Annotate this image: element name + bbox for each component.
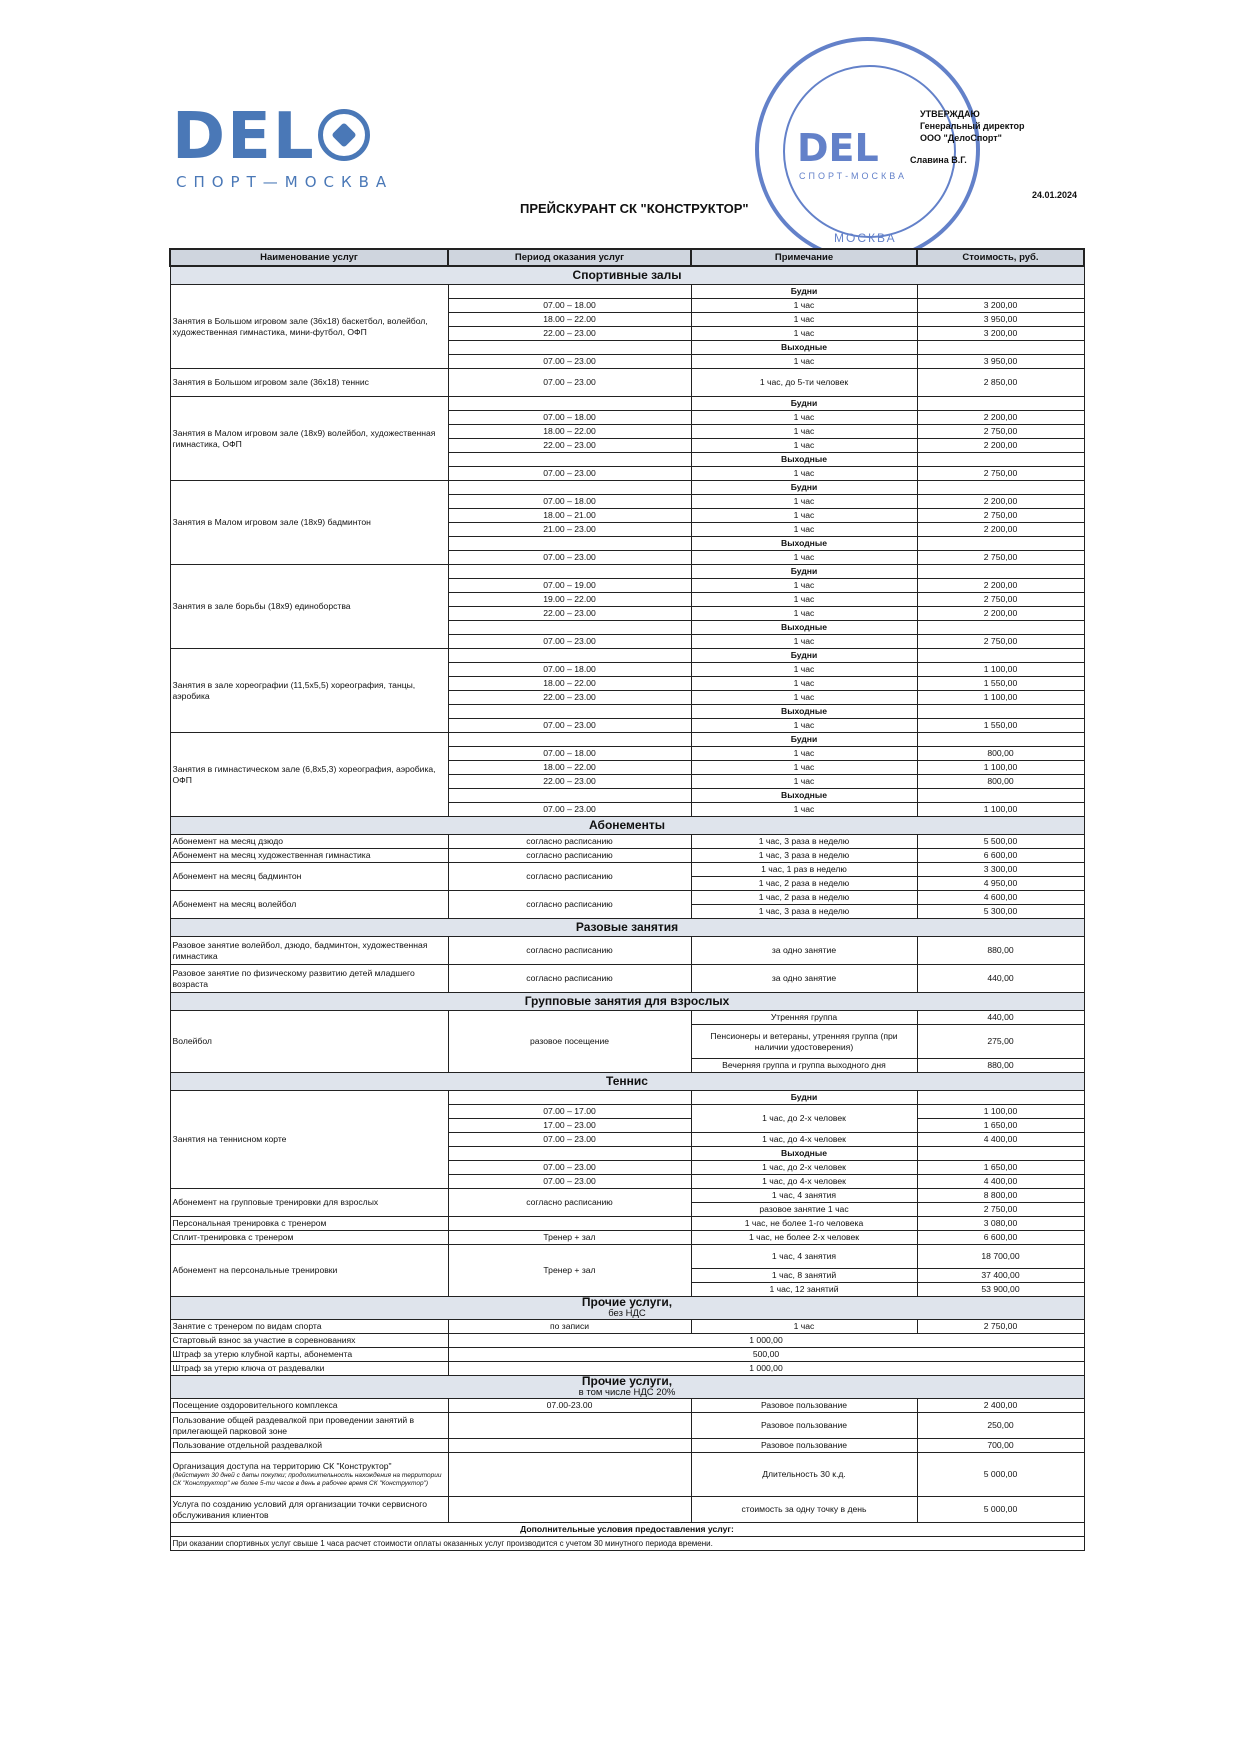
approval-line-4: Славина В.Г. xyxy=(910,155,967,165)
table-row: 07.00 – 23.00 1 час 1 100,00 xyxy=(170,803,1084,817)
table-row: Абонемент на месяц волейбол согласно расписанию 1 час, 2 раза в неделю 4 600,00 xyxy=(170,891,1084,905)
table-row: 19.00 – 22.00 1 час 2 750,00 xyxy=(170,593,1084,607)
table-row: 07.00 – 23.00 1 час 2 750,00 xyxy=(170,467,1084,481)
stamp-logo: DEL xyxy=(797,126,879,170)
table-row: Персональная тренировка с тренером 1 час, не более 1-го человека 3 080,00 xyxy=(170,1217,1084,1231)
table-row: Сплит-тренировка с тренером Тренер + зал 1 час, не более 2-х человек 6 600,00 xyxy=(170,1231,1084,1245)
table-row: Занятия в Малом игровом зале (18х9) волейбол, художественная гимнастика, ОФП Будни xyxy=(170,397,1084,411)
table-row: Волейбол разовое посещение Утренняя группа 440,00 xyxy=(170,1011,1084,1025)
table-row: 22.00 – 23.00 1 час 3 200,00 xyxy=(170,327,1084,341)
table-row: 22.00 – 23.00 1 час 1 100,00 xyxy=(170,691,1084,705)
table-row: 1 час, 8 занятий 37 400,00 xyxy=(170,1269,1084,1283)
approval-date: 24.01.2024 xyxy=(1032,190,1078,200)
approval-block xyxy=(910,108,1025,166)
table-row: 07.00 – 23.00 1 час 1 550,00 xyxy=(170,719,1084,733)
table-row: 07.00 – 23.00 1 час, до 4-х человек 4 400,00 xyxy=(170,1133,1084,1147)
section-header-adult: Групповые занятия для взрослых xyxy=(170,993,1084,1011)
table-row: Выходные xyxy=(170,1147,1084,1161)
logo-subtitle: СПОРТ—МОСКВА xyxy=(176,173,394,191)
table-row: Абонемент на групповые тренировки для взрослых согласно расписанию 1 час, 4 занятия 8 800,00 xyxy=(170,1189,1084,1203)
table-row: Абонемент на месяц художественная гимнастика согласно расписанию 1 час, 3 раза в неделю 6 600,00 xyxy=(170,849,1084,863)
company-logo xyxy=(172,100,394,191)
extra-conditions-row: При оказании спортивных услуг свыше 1 часа расчет стоимости оплаты оказанных услуг производится с учетом 30 минутного периода времени. xyxy=(170,1537,1084,1551)
table-row: Занятия в зале хореографии (11,5х5,5) хореография, танцы, аэробика Будни xyxy=(170,649,1084,663)
table-row: Разовое занятие волейбол, дзюдо, бадминтон, художественная гимнастика согласно расписанию за одно занятие 880,00 xyxy=(170,937,1084,965)
section-header-other-vat: Прочие услуги, в том числе НДС 20% xyxy=(170,1376,1084,1399)
table-row: Занятия в Малом игровом зале (18х9) бадминтон Будни xyxy=(170,481,1084,495)
table-row: Посещение оздоровительного комплекса 07.00-23.00 Разовое пользование 2 400,00 xyxy=(170,1399,1084,1413)
table-row: 07.00 – 17.00 1 час, до 2-х человек 1 100,00 xyxy=(170,1105,1084,1119)
table-row: 07.00 – 19.00 1 час 2 200,00 xyxy=(170,579,1084,593)
table-header-row xyxy=(170,249,1084,266)
table-row: Выходные xyxy=(170,621,1084,635)
approval-line-3: ООО "ДелоСпорт" xyxy=(920,133,1002,143)
table-row: 07.00 – 23.00 1 час, до 4-х человек 4 400,00 xyxy=(170,1175,1084,1189)
table-row: 17.00 – 23.00 1 650,00 xyxy=(170,1119,1084,1133)
table-row: Организация доступа на территорию СК "Конструктор" (действует 30 дней с даты покупки; продолжительность нахождения на территории СК "Конструктор" не более 5-ти часов в день в рабочее время СК "Конструктор") Длительность 30 к.д. 5 000,00 xyxy=(170,1453,1084,1497)
ball-icon xyxy=(318,109,370,161)
stamp-city: МОСКВА xyxy=(834,231,897,245)
table-row: Разовое занятие по физическому развитию детей младшего возраста согласно расписанию за одно занятие 440,00 xyxy=(170,965,1084,993)
table-row: 18.00 – 22.00 1 час 3 950,00 xyxy=(170,313,1084,327)
table-row: 1 час, 3 раза в неделю 5 300,00 xyxy=(170,905,1084,919)
table-row: Абонемент на месяц бадминтон согласно расписанию 1 час, 1 раз в неделю 3 300,00 xyxy=(170,863,1084,877)
table-row: 18.00 – 22.00 1 час 1 100,00 xyxy=(170,761,1084,775)
table-row: Выходные xyxy=(170,537,1084,551)
stamp-subtitle: СПОРТ-МОСКВА xyxy=(799,171,908,181)
table-row: Занятия на теннисном корте Будни xyxy=(170,1091,1084,1105)
section-header-halls: Спортивные залы xyxy=(170,266,1084,285)
col-header-period: Период оказания услуг xyxy=(448,249,691,266)
table-row: 07.00 – 23.00 1 час 2 750,00 xyxy=(170,551,1084,565)
table-row: Пенсионеры и ветераны, утренняя группа (при наличии удостоверения) 275,00 xyxy=(170,1025,1084,1059)
table-row: 07.00 – 18.00 1 час 1 100,00 xyxy=(170,663,1084,677)
price-list-table xyxy=(169,248,1085,1551)
table-row: Занятия в зале борьбы (18х9) единоборства Будни xyxy=(170,565,1084,579)
table-row: Пользование отдельной раздевалкой Разовое пользование 700,00 xyxy=(170,1439,1084,1453)
table-row: 18.00 – 21.00 1 час 2 750,00 xyxy=(170,509,1084,523)
table-row: 07.00 – 18.00 1 час 2 200,00 xyxy=(170,495,1084,509)
table-row: Штраф за утерю ключа от раздевалки 1 000,00 xyxy=(170,1362,1084,1376)
table-row: 07.00 – 23.00 1 час 3 950,00 xyxy=(170,355,1084,369)
table-row: Выходные xyxy=(170,705,1084,719)
approval-line-1: УТВЕРЖДАЮ xyxy=(920,109,980,119)
table-row: Абонемент на персональные тренировки Тренер + зал 1 час, 4 занятия 18 700,00 xyxy=(170,1245,1084,1269)
table-row: 22.00 – 23.00 1 час 2 200,00 xyxy=(170,607,1084,621)
section-header-subscriptions: Абонементы xyxy=(170,817,1084,835)
table-row: 1 час, 2 раза в неделю 4 950,00 xyxy=(170,877,1084,891)
table-row: 18.00 – 22.00 1 час 2 750,00 xyxy=(170,425,1084,439)
col-header-price: Стоимость, руб. xyxy=(917,249,1084,266)
table-row: 22.00 – 23.00 1 час 800,00 xyxy=(170,775,1084,789)
table-row: Занятия в гимнастическом зале (6,8х5,3) хореография, аэробика, ОФП Будни xyxy=(170,733,1084,747)
section-header-other-no-vat: Прочие услуги, без НДС xyxy=(170,1297,1084,1320)
table-row: 1 час, 12 занятий 53 900,00 xyxy=(170,1283,1084,1297)
table-row: Услуга по созданию условий для организации точки сервисного обслуживания клиентов стоимость за одну точку в день 5 000,00 xyxy=(170,1497,1084,1523)
section-header-tennis: Теннис xyxy=(170,1073,1084,1091)
table-row: 07.00 – 18.00 1 час 2 200,00 xyxy=(170,411,1084,425)
table-row: Выходные xyxy=(170,341,1084,355)
table-row: 22.00 – 23.00 1 час 2 200,00 xyxy=(170,439,1084,453)
document-title: ПРЕЙСКУРАНТ СК "КОНСТРУКТОР" xyxy=(520,201,749,216)
table-row: 18.00 – 22.00 1 час 1 550,00 xyxy=(170,677,1084,691)
extra-conditions-title-row: Дополнительные условия предоставления услуг: xyxy=(170,1523,1084,1537)
table-row: Занятие с тренером по видам спорта по записи 1 час 2 750,00 xyxy=(170,1320,1084,1334)
section-header-single: Разовые занятия xyxy=(170,919,1084,937)
logo-word: DEL xyxy=(172,105,393,169)
table-row: Вечерняя группа и группа выходного дня 880,00 xyxy=(170,1059,1084,1073)
table-row: Занятия в Большом игровом зале (36х18) теннис 07.00 – 23.00 1 час, до 5-ти человек 2 850,00 xyxy=(170,369,1084,397)
table-row: Штраф за утерю клубной карты, абонемента 500,00 xyxy=(170,1348,1084,1362)
table-row: 21.00 – 23.00 1 час 2 200,00 xyxy=(170,523,1084,537)
col-header-note: Примечание xyxy=(691,249,917,266)
table-row: 07.00 – 18.00 1 час 800,00 xyxy=(170,747,1084,761)
approval-line-2: Генеральный директор xyxy=(920,121,1025,131)
table-row: 07.00 – 18.00 1 час 3 200,00 xyxy=(170,299,1084,313)
table-row: 07.00 – 23.00 1 час 2 750,00 xyxy=(170,635,1084,649)
col-header-name: Наименование услуг xyxy=(170,249,448,266)
table-row: Стартовый взнос за участие в соревнованиях 1 000,00 xyxy=(170,1334,1084,1348)
table-row: Выходные xyxy=(170,453,1084,467)
table-row: Пользование общей раздевалкой при проведении занятий в прилегающей парковой зоне Разовое пользование 250,00 xyxy=(170,1413,1084,1439)
table-row: разовое занятие 1 час 2 750,00 xyxy=(170,1203,1084,1217)
table-row: Занятия в Большом игровом зале (36х18) баскетбол, волейбол, художественная гимнастика, мини-футбол, ОФП Будни xyxy=(170,285,1084,299)
table-row: Абонемент на месяц дзюдо согласно расписанию 1 час, 3 раза в неделю 5 500,00 xyxy=(170,835,1084,849)
table-row: 07.00 – 23.00 1 час, до 2-х человек 1 650,00 xyxy=(170,1161,1084,1175)
table-row: Выходные xyxy=(170,789,1084,803)
